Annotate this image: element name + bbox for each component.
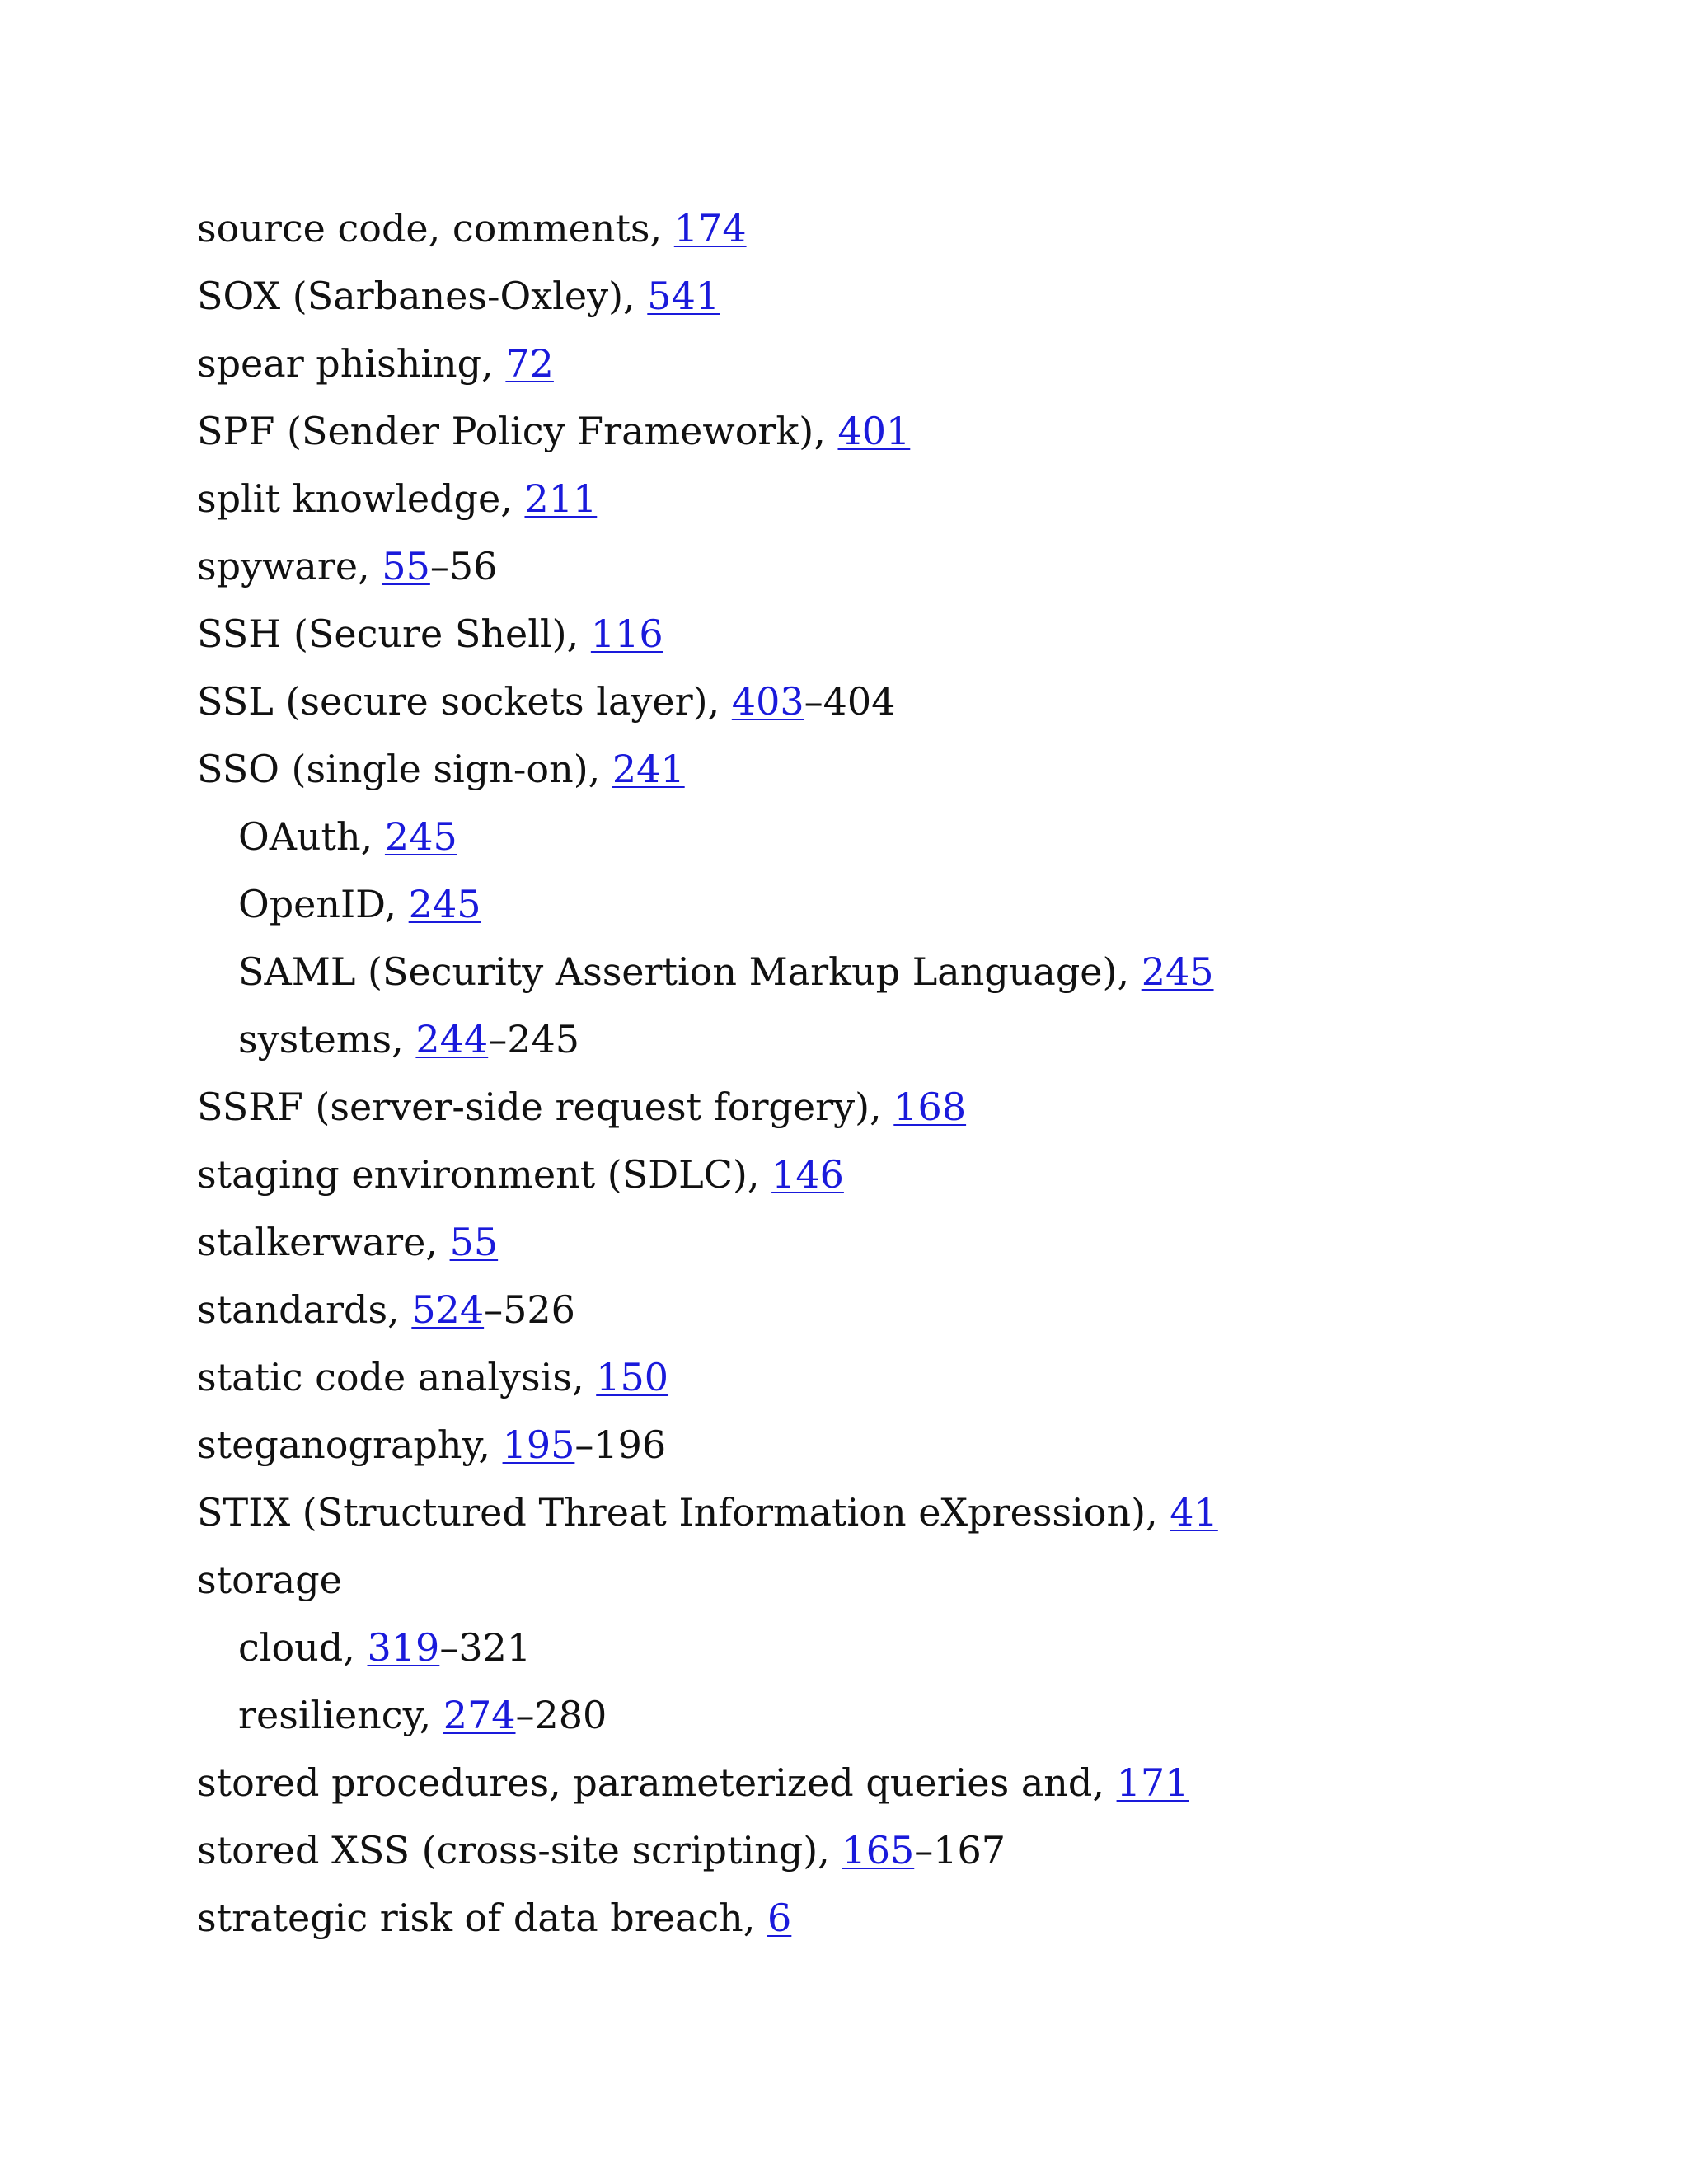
index-term: static code analysis, [197, 1355, 597, 1399]
index-entry [197, 532, 1218, 600]
index-entry [197, 1816, 1218, 1884]
page-link[interactable]: 174 [673, 206, 747, 251]
index-entry [197, 735, 1218, 803]
index-entry [197, 1073, 1218, 1141]
index-term: cloud, [238, 1625, 368, 1670]
page-range-end: –196 [574, 1422, 667, 1467]
index-term: storage [197, 1558, 342, 1602]
page-range-end: –526 [484, 1287, 575, 1332]
page-link[interactable]: 6 [767, 1896, 792, 1940]
index-term: stored procedures, parameterized queries and, [197, 1760, 1117, 1805]
page-link[interactable]: 41 [1170, 1490, 1218, 1535]
index-term: SPF (Sender Policy Framework), [197, 409, 838, 453]
index-term: spyware, [197, 544, 382, 588]
index-term: resiliency, [238, 1693, 443, 1737]
page-link[interactable]: 245 [384, 814, 457, 859]
index-term: strategic risk of data breach, [197, 1896, 768, 1940]
index-term: SSL (secure sockets layer), [197, 679, 732, 724]
page-range-end: –280 [515, 1693, 607, 1737]
index-entry [197, 1411, 1218, 1479]
index-term: SSH (Secure Shell), [197, 612, 591, 656]
index-entry [197, 262, 1218, 330]
index-entry [197, 1208, 1218, 1276]
index-entry [197, 194, 1218, 262]
page-link[interactable]: 211 [524, 476, 598, 521]
page-link[interactable]: 244 [415, 1017, 489, 1062]
index-term: OAuth, [238, 814, 385, 859]
page-link[interactable]: 150 [596, 1355, 669, 1399]
index-term: systems, [238, 1017, 416, 1062]
index-entry [197, 1546, 1218, 1614]
index-entry [197, 1276, 1218, 1343]
index-entry [197, 600, 1218, 668]
index-term: OpenID, [238, 882, 409, 926]
index-term: SSO (single sign-on), [197, 747, 612, 791]
index-entry [197, 465, 1218, 532]
index-entry [197, 397, 1218, 465]
index-entry [197, 1479, 1218, 1546]
index-term: staging environment (SDLC), [197, 1152, 772, 1197]
page-link[interactable]: 55 [382, 544, 430, 588]
index-term: SAML (Security Assertion Markup Language), [238, 949, 1142, 994]
index-term: steganography, [197, 1422, 503, 1467]
page-link[interactable]: 319 [367, 1625, 440, 1670]
page-range-end: –404 [804, 679, 896, 724]
index-entry [197, 1884, 1218, 1952]
page-link[interactable]: 524 [411, 1287, 485, 1332]
index-subentry [197, 870, 1218, 938]
page-link[interactable]: 72 [505, 341, 554, 386]
page-link[interactable]: 241 [612, 747, 685, 791]
page-link[interactable]: 403 [731, 679, 804, 724]
page-link[interactable]: 274 [443, 1693, 516, 1737]
page-range-end: –56 [429, 544, 498, 588]
index-entry [197, 1749, 1218, 1816]
page-range-end: –321 [439, 1625, 532, 1670]
page-link[interactable]: 146 [771, 1152, 844, 1197]
index-term: source code, comments, [197, 206, 674, 251]
index-entry [197, 668, 1218, 735]
index-subentry [197, 938, 1218, 1005]
page-link[interactable]: 165 [842, 1828, 915, 1872]
page-link[interactable]: 401 [837, 409, 911, 453]
index-subentry [197, 1005, 1218, 1073]
index-term: SOX (Sarbanes-Oxley), [197, 274, 648, 318]
page-link[interactable]: 195 [502, 1422, 575, 1467]
index-term: standards, [197, 1287, 412, 1332]
page-link[interactable]: 245 [1141, 949, 1214, 994]
page-link[interactable]: 116 [590, 612, 663, 656]
index-subentry [197, 1681, 1218, 1749]
index-term: STIX (Structured Threat Information eXpression), [197, 1490, 1170, 1535]
index-entry [197, 330, 1218, 397]
index-subentry [197, 1614, 1218, 1681]
page-link[interactable]: 168 [893, 1085, 967, 1129]
page-link[interactable]: 541 [647, 274, 720, 318]
page-link[interactable]: 55 [449, 1220, 499, 1264]
index-term: stalkerware, [197, 1220, 450, 1264]
index-list [197, 194, 1218, 1952]
index-entry [197, 1141, 1218, 1208]
index-term: stored XSS (cross-site scripting), [197, 1828, 842, 1872]
index-term: spear phishing, [197, 341, 506, 386]
page-link[interactable]: 245 [408, 882, 481, 926]
index-term: SSRF (server-side request forgery), [197, 1085, 894, 1129]
index-subentry [197, 803, 1218, 870]
page-link[interactable]: 171 [1116, 1760, 1189, 1805]
page-range-end: –245 [488, 1017, 580, 1062]
index-entry [197, 1343, 1218, 1411]
page-range-end: –167 [914, 1828, 1006, 1872]
index-term: split knowledge, [197, 476, 525, 521]
